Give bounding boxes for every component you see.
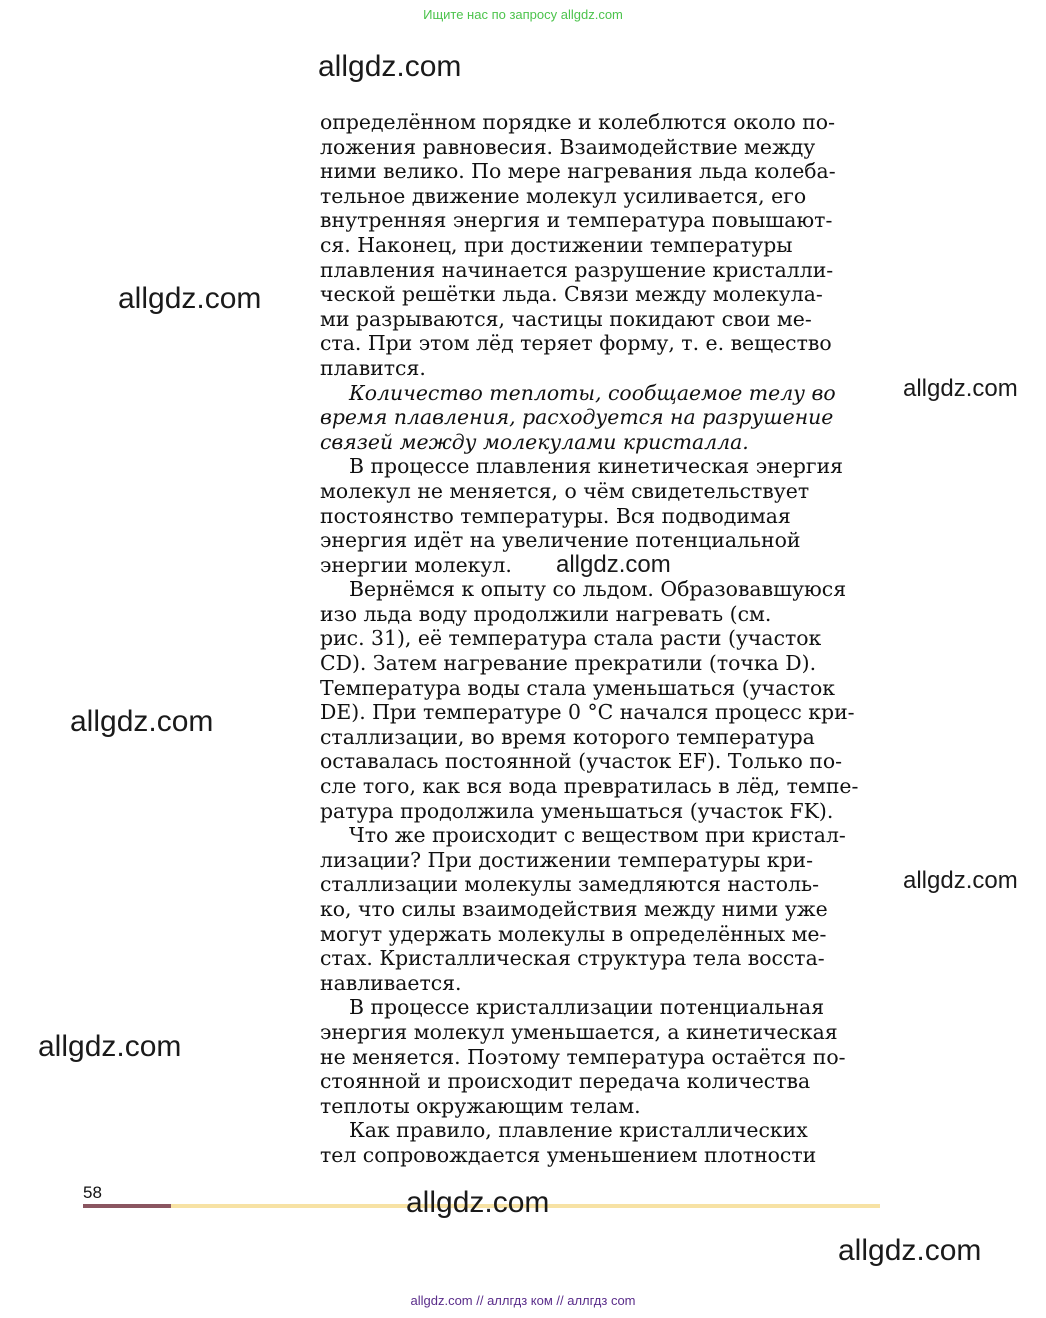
text-line: В процессе кристаллизации потенциальная [349, 995, 825, 1020]
paragraph-1 [320, 110, 880, 381]
text-line: В процессе плавления кинетическая энергия [349, 454, 844, 479]
text-line: Как правило, плавление кристаллических [349, 1118, 808, 1143]
top-banner[interactable]: Ищите нас по запросу allgdz.com [423, 7, 623, 22]
paragraph-4 [320, 577, 880, 823]
text-line: Температура воды стала уменьшаться (участок [320, 675, 836, 700]
paragraph-3 [320, 454, 880, 577]
paragraph-6 [320, 995, 880, 1118]
text-line: лизации? При достижении температуры кри- [320, 847, 814, 872]
text-line: связей между молекулами кристалла. [320, 429, 749, 454]
text-line: энергия молекул уменьшается, а кинетическая [320, 1019, 838, 1044]
text-line: ста. При этом лёд теряет форму, т. е. вещество [320, 331, 832, 356]
text-line: Вернёмся к опыту со льдом. Образовавшуюся [349, 577, 847, 602]
text-line: ся. Наконец, при достижении температуры [320, 232, 793, 257]
watermark: allgdz.com [318, 50, 462, 83]
watermark: allgdz.com [70, 705, 214, 738]
text-line: навливается. [320, 970, 462, 995]
text-line: ческой решётки льда. Связи между молекула- [320, 282, 823, 307]
page-rule-accent [83, 1204, 171, 1208]
text-line: ложения равновесия. Взаимодействие между [320, 134, 816, 159]
watermark: allgdz.com [38, 1030, 182, 1063]
text-line: плавления начинается разрушение кристалли- [320, 257, 834, 282]
text-line: сле того, как вся вода превратилась в лёд, темпе- [320, 774, 859, 799]
text-line: тел сопровождается уменьшением плотности [320, 1142, 817, 1167]
text-line: Что же происходит с веществом при кристал- [349, 823, 846, 848]
text-line: стах. Кристаллическая структура тела восста- [320, 946, 825, 971]
text-line: рис. 31), её температура стала расти (участок [320, 626, 822, 651]
text-line: CD). Затем нагревание прекратили (точка D). [320, 651, 817, 676]
text-line: внутренняя энергия и температура повышают- [320, 208, 833, 233]
text-line: молекул не меняется, о чём свидетельствует [320, 478, 810, 503]
watermark: allgdz.com [838, 1234, 982, 1267]
text-line: сталлизации молекулы замедляются настоль- [320, 872, 820, 897]
text-line: плавится. [320, 355, 426, 380]
watermark: allgdz.com [118, 282, 262, 315]
text-line: время плавления, расходуется на разрушение [320, 405, 834, 430]
paragraph-2-rule [320, 381, 880, 455]
text-line: ми разрываются, частицы покидают свои ме- [320, 306, 812, 331]
watermark: allgdz.com [903, 867, 1018, 894]
text-line: ратура продолжила уменьшаться (участок FK). [320, 798, 834, 823]
watermark: allgdz.com [903, 375, 1018, 402]
text-line: энергии молекул. [320, 552, 512, 577]
page-number: 58 [83, 1183, 102, 1202]
text-column [320, 110, 880, 1168]
text-line: сталлизации, во время которого температура [320, 724, 815, 749]
text-line: энергия идёт на увеличение потенциальной [320, 528, 801, 553]
text-line: оставалась постоянной (участок EF). Только по- [320, 749, 843, 774]
paragraph-7 [320, 1118, 880, 1167]
text-line: ко, что силы взаимодействия между ними уже [320, 897, 828, 921]
text-line: могут удержать молекулы в определённых ме- [320, 921, 827, 946]
text-line: определённом порядке и колеблются около по- [320, 110, 835, 134]
text-line: DE). При температуре 0 °C начался процесс кри- [320, 700, 855, 725]
watermark: allgdz.com [406, 1186, 550, 1219]
footer-links[interactable]: allgdz.com // аллгдз ком // аллгдз com [410, 1293, 636, 1308]
text-line: стоянной и происходит передача количества [320, 1069, 811, 1094]
text-line: Количество теплоты, сообщаемое телу во [349, 380, 836, 405]
text-line: ними велико. По мере нагревания льда колеба- [320, 159, 836, 184]
text-line: теплоты окружающим телам. [320, 1093, 641, 1118]
paragraph-5 [320, 823, 880, 995]
text-line: изо льда воду продолжили нагревать (см. [320, 601, 772, 626]
text-line: тельное движение молекул усиливается, его [320, 183, 807, 208]
text-line: постоянство температуры. Вся подводимая [320, 503, 791, 528]
watermark: allgdz.com [556, 551, 671, 578]
text-line: не меняется. Поэтому температура остаётся по- [320, 1044, 846, 1069]
